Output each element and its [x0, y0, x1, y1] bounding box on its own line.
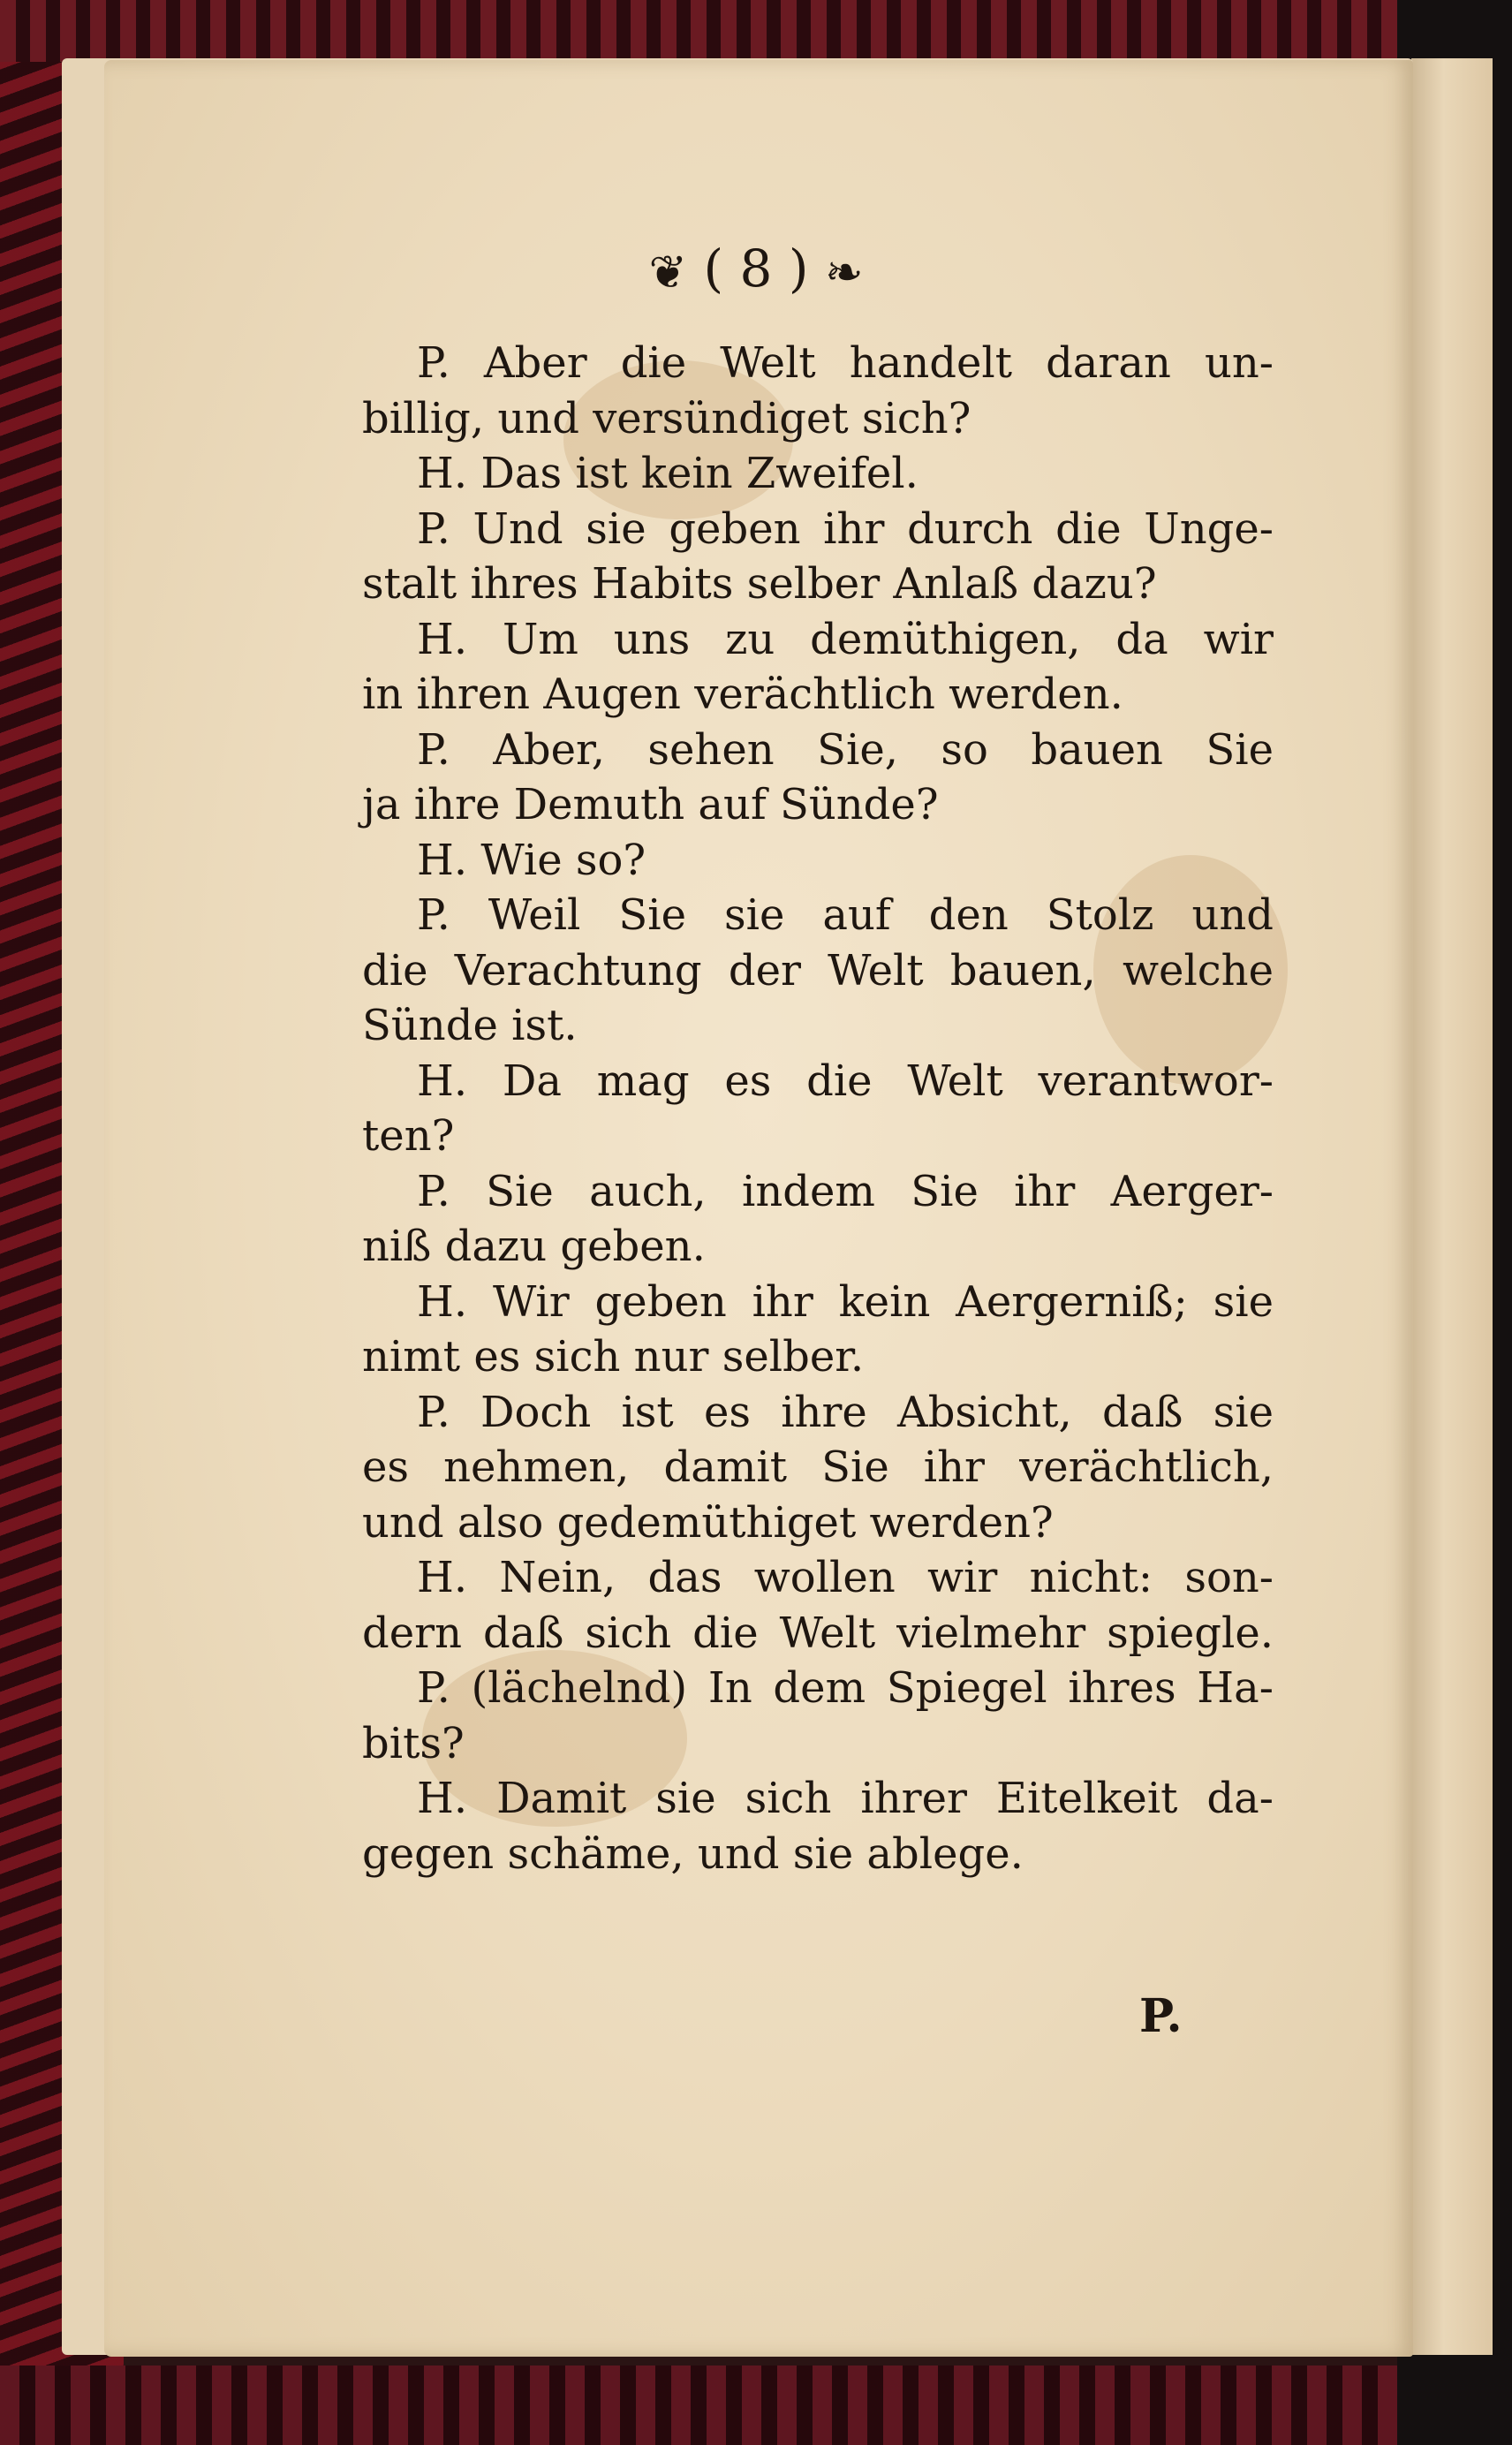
page-number-header: [0, 238, 1512, 299]
text-line: P. (lächelnd) In dem Spiegel ihres Ha-: [417, 1663, 1274, 1713]
text-line: billig, und versündiget sich?: [362, 393, 971, 443]
ornament-right-icon: ❧: [824, 246, 864, 299]
text-line: die Verachtung der Welt bauen, welche: [362, 945, 1274, 995]
book-cover-bottom-edge: [0, 2366, 1512, 2445]
text-line: Sünde ist.: [362, 1001, 578, 1050]
text-line: bits?: [362, 1718, 465, 1768]
book-cover-top-edge: [0, 0, 1512, 62]
text-line: H. Wir geben ihr kein Aergerniß; sie: [417, 1276, 1274, 1327]
next-page-edge: [1411, 58, 1493, 2355]
text-line: gegen schäme, und sie ablege.: [362, 1828, 1024, 1879]
text-line: und also gedemüthiget werden?: [362, 1497, 1054, 1548]
text-line: P. Sie auch, indem Sie ihr Aerger-: [417, 1166, 1274, 1216]
text-line: niß dazu geben.: [362, 1222, 706, 1271]
text-line: es nehmen, damit Sie ihr verächtlich,: [362, 1442, 1274, 1492]
text-line: P. Doch ist es ihre Absicht, daß sie: [417, 1387, 1274, 1437]
page-number: ( 8 ): [703, 238, 809, 299]
catchword: P.: [1139, 1989, 1183, 2043]
text-line: dern daß sich die Welt vielmehr spiegle.: [362, 1608, 1274, 1658]
ornament-left-icon: ❦: [648, 246, 688, 299]
text-line: P. Und sie geben ihr durch die Unge-: [417, 503, 1274, 554]
text-line: P. Weil Sie sie auf den Stolz und: [417, 890, 1274, 940]
dialogue-text: [362, 336, 1274, 1881]
text-line: in ihren Augen verächtlich werden.: [362, 670, 1123, 719]
text-line: H. Um uns zu demüthigen, da wir: [417, 614, 1274, 664]
text-line: stalt ihres Habits selber Anlaß dazu?: [362, 559, 1157, 609]
text-line: P. Aber die Welt handelt daran un-: [417, 338, 1274, 388]
text-line: H. Das ist kein Zweifel.: [417, 449, 919, 498]
text-line: P. Aber, sehen Sie, so bauen Sie: [417, 724, 1274, 775]
text-line: H. Wie so?: [417, 835, 646, 885]
text-line: ja ihre Demuth auf Sünde?: [362, 780, 939, 829]
text-line: ten?: [362, 1111, 455, 1161]
text-line: H. Damit sie sich ihrer Eitelkeit da-: [417, 1774, 1274, 1823]
text-line: H. Da mag es die Welt verantwor-: [417, 1056, 1274, 1106]
text-line: nimt es sich nur selber.: [362, 1332, 865, 1381]
text-line: H. Nein, das wollen wir nicht: son-: [417, 1553, 1274, 1602]
